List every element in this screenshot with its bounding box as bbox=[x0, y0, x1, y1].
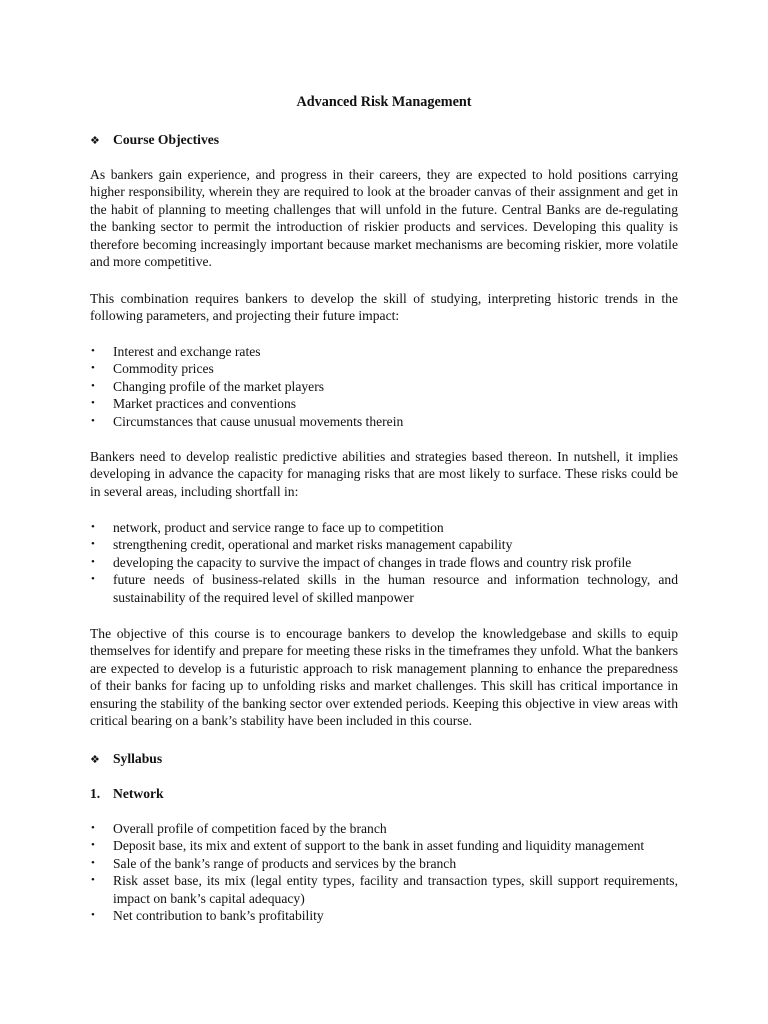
list-item: • Deposit base, its mix and extent of support to the bank in asset funding and liquidity management bbox=[91, 838, 645, 854]
diamond-bullet-icon: ❖ bbox=[90, 134, 100, 147]
bullet-icon: • bbox=[91, 414, 95, 427]
list-item: • Interest and exchange rates bbox=[91, 344, 261, 359]
bullet-icon: • bbox=[91, 874, 95, 887]
list-item: • Changing profile of the market players bbox=[91, 378, 325, 394]
bullet-icon: • bbox=[91, 379, 95, 392]
list-item: • network, product and service range to face up to competition bbox=[91, 520, 444, 535]
bullet-icon: • bbox=[91, 822, 95, 834]
bullet-icon: • bbox=[91, 573, 95, 586]
bullet-icon: • bbox=[91, 839, 95, 852]
syllabus-heading-text: Syllabus bbox=[113, 751, 163, 766]
bullet-icon: • bbox=[91, 555, 95, 568]
bullet-icon: • bbox=[91, 909, 95, 922]
bullet-icon: • bbox=[91, 856, 95, 869]
objectives-paragraph-3: Bankers need to develop realistic predictive abilities and strategies based thereon. In nutshell, it implies developing in advance the capacity for managing risks that are most likely to surface. These risks could be in several areas, including shortfall in: bbox=[90, 449, 678, 499]
list-item: • Circumstances that cause unusual movements therein bbox=[91, 413, 404, 429]
list-item: • future needs of business-related skills in the human resource and information technology, and sustainability of the required level of skilled manpower bbox=[91, 572, 678, 605]
list-item: • Net contribution to bank’s profitability bbox=[91, 908, 324, 924]
syllabus-heading bbox=[90, 750, 162, 768]
document-title: Advanced Risk Management bbox=[296, 94, 472, 110]
objectives-paragraph-1: As bankers gain experience, and progress in their careers, they are expected to hold positions carrying higher responsibility, wherein they are required to look at the broader canvas of their assignment and get in the habit of planning to meeting challenges that will unfold in the future. Central Banks are de-regulating the banking sector to permit the introduction of riskier products and services. Developing this quality is therefore becoming increasingly important because market mechanisms are becoming riskier, more volatile and more competitive. bbox=[90, 167, 678, 270]
objectives-paragraph-4: The objective of this course is to encourage bankers to develop the knowledgebase and skills to equip themselves for identify and prepare for meeting these risks in the timeframes they unfold. What the bankers are expected to develop is a futuristic approach to risk management planning to enhance the preparedness of their banks for facing up to unfolding risks and market challenges. This skill has critical importance in ensuring the stability of the banking sector over extended periods. Keeping this objective in view areas with critical bearing on a bank’s stability have been included in this course. bbox=[90, 626, 678, 729]
bullet-icon: • bbox=[91, 521, 95, 533]
list-item: • Market practices and conventions bbox=[91, 396, 297, 412]
network-list bbox=[90, 820, 678, 924]
objectives-paragraph-2: This combination requires bankers to develop the skill of studying, interpreting historic trends in the following parameters, and projecting their future impact: bbox=[90, 291, 678, 324]
list-item: • Commodity prices bbox=[91, 361, 214, 377]
bullet-icon: • bbox=[91, 538, 95, 551]
list-item: • Sale of the bank’s range of products and services by the branch bbox=[91, 855, 457, 871]
bullet-icon: • bbox=[91, 345, 95, 357]
section-title: Network bbox=[113, 786, 164, 801]
shortfall-list bbox=[90, 519, 678, 606]
course-objectives-heading-text: Course Objectives bbox=[113, 132, 220, 147]
list-item: • developing the capacity to survive the impact of changes in trade flows and country risk profile bbox=[91, 554, 632, 570]
section-number: 1. bbox=[90, 786, 101, 801]
section-network-heading bbox=[90, 785, 164, 802]
list-item: • Risk asset base, its mix (legal entity types, facility and transaction types, skill support requirements, impact on bank’s capital adequacy) bbox=[91, 873, 678, 906]
parameters-list bbox=[90, 343, 678, 430]
diamond-bullet-icon: ❖ bbox=[90, 753, 100, 766]
course-objectives-heading bbox=[90, 131, 219, 149]
bullet-icon: • bbox=[91, 397, 95, 410]
list-item: • strengthening credit, operational and market risks management capability bbox=[91, 537, 513, 553]
bullet-icon: • bbox=[91, 362, 95, 375]
document-page bbox=[90, 0, 678, 1024]
list-item: • Overall profile of competition faced by the branch bbox=[91, 821, 387, 836]
